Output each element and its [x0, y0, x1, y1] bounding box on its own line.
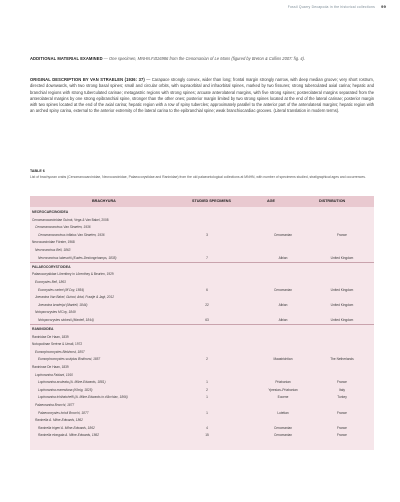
taxon-name: Palaeocorystes lorioli Brocchi, 1877: [38, 410, 89, 415]
column-header-age: AGE: [267, 199, 275, 203]
running-title: Fossil Quarry Decapoda in the historical collections: [287, 5, 375, 9]
taxon-name: Palaeocorystidae Lőrenthey in Lőrenthey & Beurlen, 1929: [32, 272, 114, 277]
column-header-brachyura: BRACHYURA: [92, 199, 116, 203]
column-header-distribution: DISTRIBUTION: [319, 199, 346, 203]
table-caption: List of brachyuran crabs (Cenomanocarcinidae, Necrocarcinidae, Palaeocorystidae and Raninidae) from the old palaeontological collections at MNHN, with number of specimens studied, stratigraphical ages and occurrences.: [30, 175, 366, 179]
taxon-name: Notopocorystes M'Coy, 1849: [35, 310, 76, 315]
distribution: United Kingdom: [330, 287, 354, 292]
taxon-name: Joeranina Van Bakel, Guinot, Artal, Fraaije & Jagt, 2012: [35, 295, 114, 300]
distribution: France: [337, 232, 347, 237]
taxon-name: Eumorphocorystes sculptus Binkhorst, 1857: [38, 357, 101, 362]
additional-material-paragraph: [30, 56, 374, 62]
original-description-paragraph: [30, 77, 374, 115]
stratigraphic-age: Priabonian: [275, 380, 291, 385]
section-divider: [30, 262, 374, 263]
specimen-count: 15: [205, 433, 209, 438]
additional-material-heading: ADDITIONAL MATERIAL EXAMINED: [30, 56, 103, 61]
specimen-count: 3: [206, 232, 208, 237]
taxon-name: Lophoranina marestiana (König, 1825): [38, 387, 93, 392]
specimen-count: 22: [205, 302, 209, 307]
taxon-name: Notopocorystes stokesii (Mantell, 1844): [38, 317, 94, 322]
distribution: Turkey: [337, 395, 347, 400]
taxon-name: Lophoranina aculeata (A. Milne-Edwards, 1881): [38, 380, 106, 385]
taxon-name: Necrocarcinus Bell, 1863: [35, 248, 71, 252]
taxon-name: Raninidae De Haan, 1839: [32, 334, 69, 339]
taxon-name: Ranininae De Haan, 1839: [32, 365, 69, 369]
table-label: TABLE 6: [30, 169, 45, 173]
original-description-heading: ORIGINAL DESCRIPTION BY VAN STRAELEN (1936: 37): [30, 77, 145, 82]
stratigraphic-age: Lutetian: [277, 410, 289, 415]
taxon-name: Notopodinae Serène & Umali, 1972: [32, 342, 83, 347]
taxon-name: Eucorystes carteri (M'Coy, 1854): [38, 287, 85, 292]
brachyura-table: [30, 196, 374, 450]
distribution: France: [337, 410, 347, 415]
stratigraphic-age: Maastrichtian: [273, 357, 293, 362]
specimen-count: 2: [206, 387, 208, 392]
stratigraphic-age: Albian: [278, 317, 288, 322]
taxon-name: Palaeoranina Brocchi, 1877: [35, 403, 75, 407]
taxon-name: PALAEOCORYSTOIDEA: [32, 264, 71, 269]
taxon-name: Lophoraninа Fabiani, 1910: [35, 372, 73, 377]
taxon-name: Raninella trigeri A. Milne-Edwards, 1862: [38, 425, 95, 430]
specimen-count: 1: [206, 380, 208, 385]
stratigraphic-age: Albian: [278, 302, 288, 307]
taxon-name: Eumorphocorystes Binkhorst, 1857: [35, 349, 85, 354]
taxon-name: Raninella A. Milne-Edwards, 1862: [35, 418, 83, 423]
specimen-count: 63: [205, 317, 209, 322]
taxon-name: Raninella elongata A. Milne-Edwards, 1862: [38, 433, 100, 438]
additional-material-text: — One specimen, MNHN.F.B16986 from the Cenomanian of Le Mans (figured by Breton & Collins 2007: fig. 4).: [102, 56, 306, 61]
specimen-count: 2: [206, 357, 208, 362]
taxon-name: Lophoranina tchihatcheffi (A. Milne-Edwards in d'Archiac, 1866): [38, 395, 128, 400]
original-description-text: — Carapace strongly convex, wider than long; frontal margin strongly narrow, with deep median groove; very short rostrum, directed downwards, with two strong basal spines; small and circular orbits, with supraorbital and infraorbital spines, marked by two fissures; strong tuberculated axial carina; hepatic and branchial regions with strong tuberculated carinae; metagastric regions with strong spines; arcuate anterolateral margins, with five strong spines; posterolateral margins separated from the anterolateral margins by one strong epibranchial spine, stronger than the other ones; posterior margin limited by two strong spines located at the end of the lateral carinae; posterior margin with two spines located at the end of the axial carina; hepatic region with a row of spiny tubercles; approximately parallel to the anterior part of the anterolateral margins; hepatic region with an arched spiny carina, external to the anterior extremity of the lateral carina to the epibranchial spine; weak branchiocardiac grooves. (Literal translation in modern terms).: [30, 77, 374, 114]
taxon-name: Eucorystes Bell, 1863: [35, 279, 66, 284]
specimen-count: 4: [206, 425, 208, 430]
taxon-name: Necrocarcinidae Förster, 1968: [32, 240, 75, 245]
stratigraphic-age: Ypresian–Priabonian: [268, 387, 298, 392]
distribution: Italy: [339, 387, 345, 392]
column-header-studied-specimens: STUDIED SPECIMENS: [192, 199, 231, 203]
stratigraphic-age: Cenomanian: [273, 232, 293, 237]
stratigraphic-age: Eocene: [277, 395, 289, 400]
distribution: United Kingdom: [330, 317, 354, 322]
specimen-count: 6: [206, 287, 208, 292]
taxon-name: NECROCARCINOIDEA: [32, 210, 69, 214]
distribution: France: [337, 425, 347, 430]
taxon-name: Cenomanocarcinidae Guinot, Vega & Van Bakel, 2008: [32, 217, 109, 222]
specimen-count: 7: [206, 255, 208, 260]
specimen-count: 1: [206, 395, 208, 400]
taxon-name: Cenomanocarcinus Van Straelen, 1936: [35, 225, 91, 230]
table-header: [30, 196, 374, 207]
distribution: United Kingdom: [330, 255, 354, 260]
distribution: The Netherlands: [330, 357, 354, 362]
running-header: [288, 4, 386, 9]
specimen-count: 1: [206, 410, 208, 415]
stratigraphic-age: Cenomanian: [273, 287, 293, 292]
taxon-name: RANINOIDEA: [32, 327, 54, 331]
section-divider: [30, 324, 374, 325]
page-number: 99: [381, 4, 386, 9]
taxon-name: Necrocarcinus labeschii (Eudes-Deslongchamps, 1835): [38, 255, 117, 260]
taxon-name: Joeranina broderipi (Mantell, 1844): [38, 302, 88, 307]
stratigraphic-age: Albian: [278, 255, 288, 260]
distribution: France: [337, 380, 347, 385]
taxon-name: Cenomanocarcinus inflatus Van Straelen, 1936: [38, 232, 105, 237]
table-body: [30, 207, 374, 450]
stratigraphic-age: Cenomanian: [273, 425, 293, 430]
distribution: France: [337, 433, 347, 438]
stratigraphic-age: Cenomanian: [273, 433, 293, 438]
distribution: United Kingdom: [330, 302, 354, 307]
